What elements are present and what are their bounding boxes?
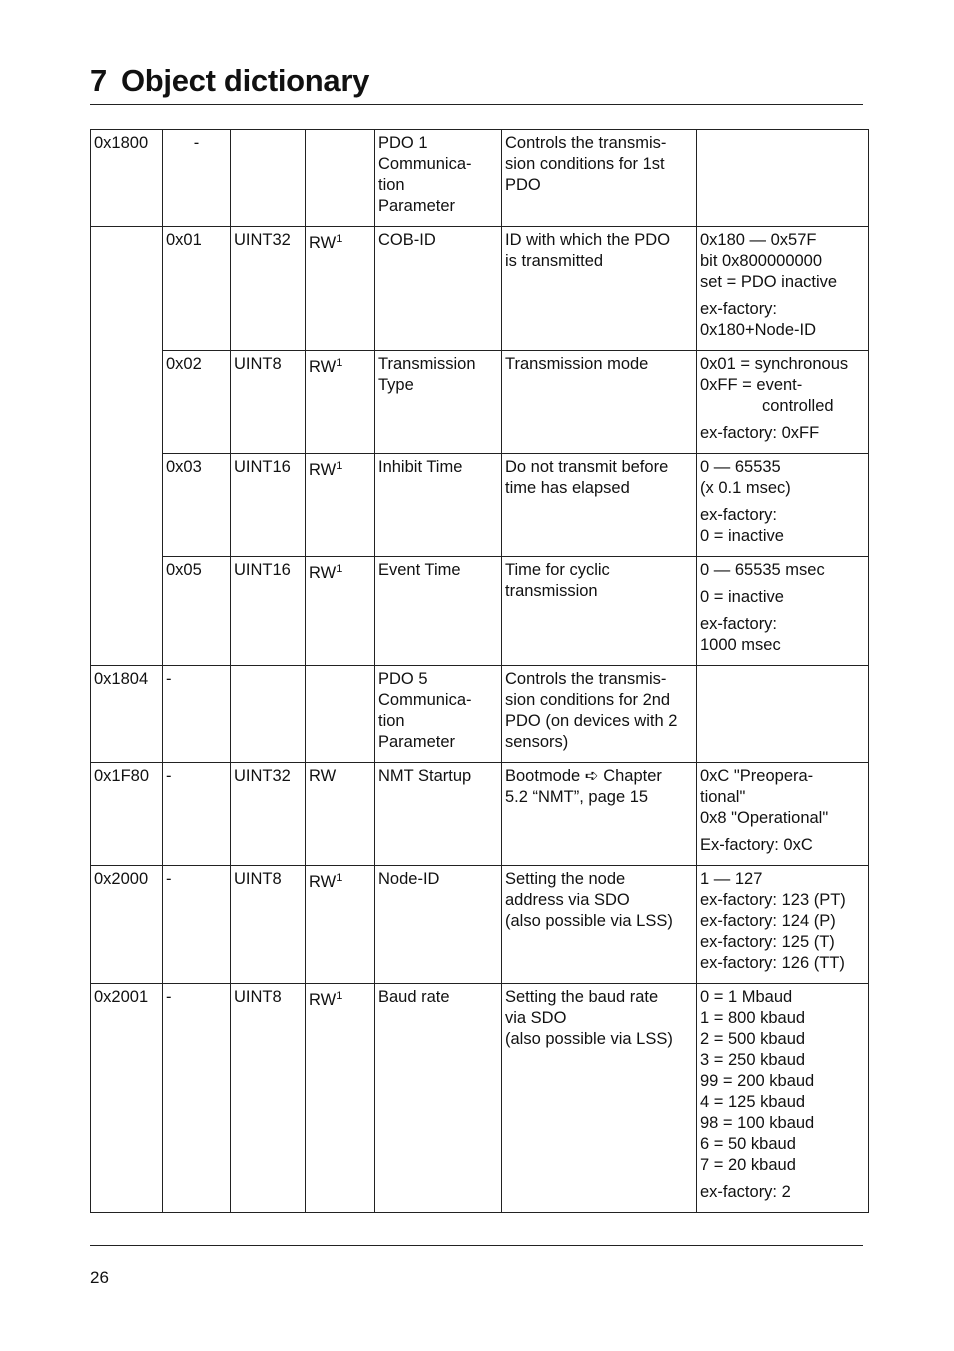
index-cell (91, 666, 163, 763)
description-cell (502, 454, 697, 557)
subindex-value: - (193, 134, 200, 152)
value-line: 0x180 — 0x57F (700, 231, 817, 249)
value-line: 0x180+Node-ID (700, 321, 817, 339)
text-line: address via SDO (505, 891, 630, 909)
value-group (700, 230, 865, 293)
value-line: bit 0x800000000 (700, 252, 823, 270)
value-group (700, 869, 865, 974)
access-cell (306, 557, 375, 666)
value-line: 7 = 20 kbaud (700, 1156, 796, 1174)
subindex-cell (163, 666, 231, 763)
text-line: via SDO (505, 1009, 567, 1027)
value-line: 0 = 1 Mbaud (700, 988, 793, 1006)
text-line: sion conditions for 1st (505, 155, 665, 173)
description-cell (502, 763, 697, 866)
text-line: ID with which the PDO (505, 231, 671, 249)
type-value: UINT8 (234, 988, 282, 1006)
table-row (91, 227, 869, 351)
value-group (700, 614, 865, 656)
text-line: Controls the transmis- (505, 670, 667, 688)
value-line: tional" (700, 788, 746, 806)
type-cell (231, 557, 306, 666)
description-cell (502, 557, 697, 666)
value-group (700, 423, 865, 444)
parameter-name-cell (375, 351, 502, 454)
access-footnote-marker: 1 (336, 989, 343, 1002)
subindex-value: 0x05 (166, 561, 202, 579)
text-line: PDO (505, 176, 541, 194)
access-cell (306, 666, 375, 763)
value-cell (697, 130, 869, 227)
value-group (700, 587, 865, 608)
parameter-name-cell (375, 557, 502, 666)
value-line: 6 = 50 kbaud (700, 1135, 796, 1153)
value-cell (697, 227, 869, 351)
description-cell (502, 351, 697, 454)
value-line: ex-factory: 125 (T) (700, 933, 835, 951)
value-line: (x 0.1 msec) (700, 479, 791, 497)
subindex-value: - (166, 767, 172, 785)
value-line: 0x8 "Operational" (700, 809, 829, 827)
access-footnote-marker: 1 (336, 871, 343, 884)
subindex-cell (163, 130, 231, 227)
value-line: 4 = 125 kbaud (700, 1093, 806, 1111)
parameter-name-cell (375, 227, 502, 351)
value-group (700, 987, 865, 1176)
subindex-cell (163, 866, 231, 984)
parameter-name-cell (375, 454, 502, 557)
value-line: 1 = 800 kbaud (700, 1009, 806, 1027)
type-cell (231, 984, 306, 1213)
value-line: ex-factory: 2 (700, 1183, 791, 1201)
index-value: 0x2000 (94, 870, 149, 888)
access-cell (306, 351, 375, 454)
text-line: NMT Startup (378, 767, 472, 785)
access-cell (306, 984, 375, 1213)
text-line: sion conditions for 2nd (505, 691, 671, 709)
text-line: PDO 5 (378, 670, 428, 688)
value-group (700, 457, 865, 499)
parameter-name-cell (375, 130, 502, 227)
value-group (700, 299, 865, 341)
access-value: RW (309, 234, 337, 252)
text-line: COB-ID (378, 231, 436, 249)
table-row (91, 984, 869, 1213)
value-cell (697, 351, 869, 454)
access-value: RW (309, 873, 337, 891)
access-footnote-marker: 1 (336, 232, 343, 245)
index-cell (91, 763, 163, 866)
description-cell (502, 866, 697, 984)
subindex-value: 0x01 (166, 231, 202, 249)
value-cell (697, 557, 869, 666)
value-line: Ex-factory: 0xC (700, 836, 813, 854)
access-footnote-marker: 1 (336, 562, 343, 575)
index-value: 0x1F80 (94, 767, 150, 785)
text-line: Setting the node (505, 870, 626, 888)
text-line: Baud rate (378, 988, 450, 1006)
subindex-cell (163, 454, 231, 557)
text-line: (also possible via LSS) (505, 912, 673, 930)
type-cell (231, 130, 306, 227)
text-line: Parameter (378, 733, 456, 751)
subindex-value: - (166, 670, 172, 688)
subindex-cell (163, 984, 231, 1213)
access-footnote-marker: 1 (336, 356, 343, 369)
value-line: ex-factory: (700, 506, 778, 524)
subindex-value: 0x02 (166, 355, 202, 373)
text-line: Type (378, 376, 414, 394)
value-group (700, 1182, 865, 1203)
chapter-number: 7 (90, 63, 107, 98)
value-line: 0xC "Preopera- (700, 767, 814, 785)
value-line: ex-factory: 0xFF (700, 424, 820, 442)
text-line: Transmission (378, 355, 476, 373)
object-dictionary-table (90, 129, 869, 1213)
text-line: (also possible via LSS) (505, 1030, 673, 1048)
parameter-name-cell (375, 666, 502, 763)
table-row (91, 130, 869, 227)
value-line: ex-factory: 124 (P) (700, 912, 836, 930)
value-line: 0 = inactive (700, 527, 784, 545)
value-line: ex-factory: (700, 615, 778, 633)
value-cell (697, 666, 869, 763)
value-group (700, 766, 865, 829)
value-group (700, 835, 865, 856)
value-cell (697, 984, 869, 1213)
type-value: UINT32 (234, 231, 291, 249)
text-line: time has elapsed (505, 479, 630, 497)
description-cell (502, 227, 697, 351)
value-group (700, 560, 865, 581)
footer-rule (90, 1245, 863, 1246)
index-cell (91, 984, 163, 1213)
access-cell (306, 763, 375, 866)
parameter-name-cell (375, 866, 502, 984)
type-value: UINT8 (234, 355, 282, 373)
value-cell (697, 866, 869, 984)
access-footnote-marker: 1 (336, 459, 343, 472)
parameter-name-cell (375, 763, 502, 866)
access-value: RW (309, 767, 337, 785)
index-cell (91, 130, 163, 227)
value-line: set = PDO inactive (700, 273, 838, 291)
subindex-cell (163, 351, 231, 454)
type-cell (231, 866, 306, 984)
table-row (91, 454, 869, 557)
value-line: 3 = 250 kbaud (700, 1051, 806, 1069)
value-cell (697, 454, 869, 557)
value-line: 0 = inactive (700, 588, 784, 606)
text-line: Bootmode ➪ Chapter (505, 767, 662, 785)
text-line: PDO (on devices with 2 (505, 712, 678, 730)
text-line: Communica- (378, 691, 472, 709)
access-cell (306, 866, 375, 984)
chapter-title: Object dictionary (120, 63, 370, 98)
text-line: PDO 1 (378, 134, 428, 152)
value-line: 1 — 127 (700, 870, 763, 888)
value-group (700, 505, 865, 547)
subindex-cell (163, 763, 231, 866)
text-line: Time for cyclic (505, 561, 610, 579)
text-line: Event Time (378, 561, 461, 579)
description-cell (502, 666, 697, 763)
subindex-cell (163, 227, 231, 351)
type-cell (231, 227, 306, 351)
value-group (700, 354, 865, 417)
subindex-cell (163, 557, 231, 666)
access-value: RW (309, 991, 337, 1009)
page-number: 26 (90, 1268, 109, 1287)
text-line: sensors) (505, 733, 569, 751)
type-cell (231, 454, 306, 557)
value-line: 0x01 = synchronous (700, 355, 849, 373)
type-value: UINT8 (234, 870, 282, 888)
type-value: UINT16 (234, 458, 291, 476)
table-row (91, 866, 869, 984)
value-line: 1000 msec (700, 636, 781, 654)
text-line: Communica- (378, 155, 472, 173)
text-line: is transmitted (505, 252, 604, 270)
value-line: 0xFF = event- (700, 376, 803, 394)
description-cell (502, 130, 697, 227)
type-cell (231, 666, 306, 763)
access-cell (306, 454, 375, 557)
index-value: 0x2001 (94, 988, 149, 1006)
value-line: ex-factory: 123 (PT) (700, 891, 846, 909)
parameter-name-cell (375, 984, 502, 1213)
text-line: tion (378, 176, 405, 194)
text-line: transmission (505, 582, 598, 600)
type-value: UINT16 (234, 561, 291, 579)
access-cell (306, 227, 375, 351)
access-value: RW (309, 564, 337, 582)
value-line: ex-factory: (700, 300, 778, 318)
table-row (91, 351, 869, 454)
value-line: 2 = 500 kbaud (700, 1030, 806, 1048)
access-value: RW (309, 461, 337, 479)
text-line: Controls the transmis- (505, 134, 667, 152)
index-value: 0x1804 (94, 670, 149, 688)
description-cell (502, 984, 697, 1213)
index-cell-continued (91, 227, 163, 666)
value-cell (697, 763, 869, 866)
index-cell (91, 866, 163, 984)
value-line: 98 = 100 kbaud (700, 1114, 815, 1132)
table-row (91, 763, 869, 866)
access-value: RW (309, 358, 337, 376)
value-line: 0 — 65535 (700, 458, 781, 476)
table-row (91, 557, 869, 666)
text-line: Transmission mode (505, 355, 649, 373)
text-line: 5.2 “NMT”, page 15 (505, 788, 649, 806)
text-line: Setting the baud rate (505, 988, 659, 1006)
text-line: Inhibit Time (378, 458, 463, 476)
table-row (91, 666, 869, 763)
text-line: Do not transmit before (505, 458, 669, 476)
value-line: 99 = 200 kbaud (700, 1072, 815, 1090)
index-value: 0x1800 (94, 134, 149, 152)
type-cell (231, 351, 306, 454)
access-cell (306, 130, 375, 227)
value-line: ex-factory: 126 (TT) (700, 954, 845, 972)
subindex-value: - (166, 870, 172, 888)
value-line: controlled (762, 397, 834, 415)
subindex-value: 0x03 (166, 458, 202, 476)
text-line: Node-ID (378, 870, 440, 888)
type-cell (231, 763, 306, 866)
text-line: Parameter (378, 197, 456, 215)
value-line: 0 — 65535 msec (700, 561, 825, 579)
table-body (91, 130, 869, 1213)
text-line: tion (378, 712, 405, 730)
type-value: UINT32 (234, 767, 291, 785)
chapter-heading (90, 62, 863, 105)
subindex-value: - (166, 988, 172, 1006)
